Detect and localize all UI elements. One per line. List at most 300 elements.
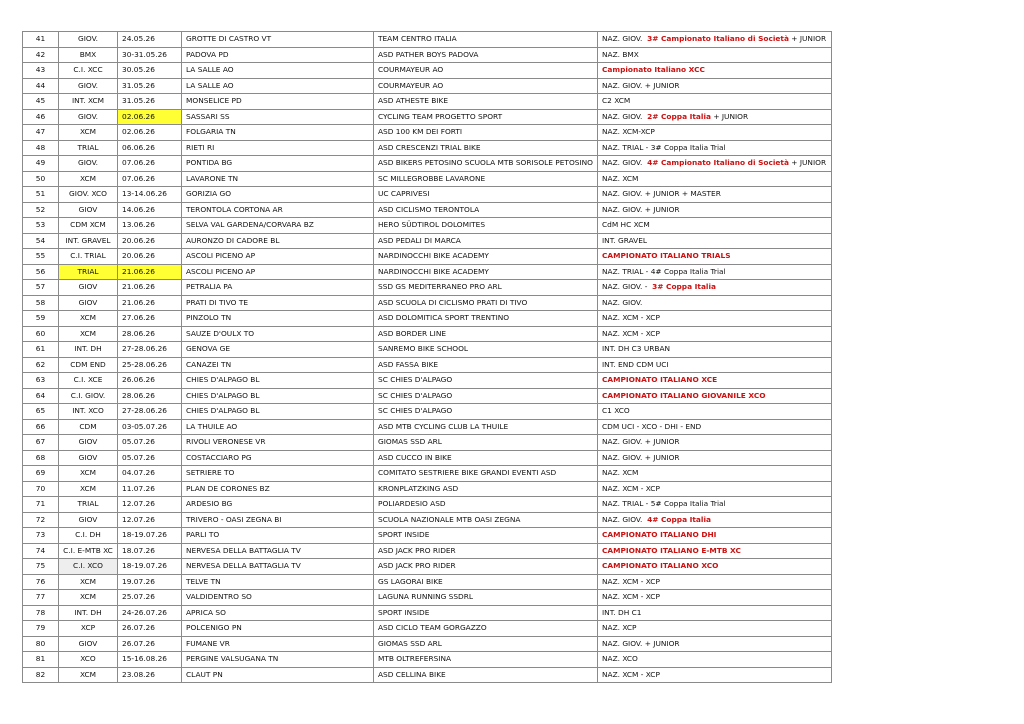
- event-type-text: NAZ. GIOV. + JUNIOR: [601, 638, 680, 648]
- event-type-text: CDM UCI - XCO - DHI - END: [601, 421, 702, 431]
- championship-highlight: CAMPIONATO ITALIANO DHI: [601, 530, 717, 540]
- row-number: 46: [23, 109, 59, 125]
- table-row: [23, 357, 832, 373]
- category-cell: XCM: [59, 125, 118, 141]
- event-type-text: NAZ. GIOV. + JUNIOR: [601, 437, 680, 447]
- row-number: 49: [23, 156, 59, 172]
- place-cell: TRIVERO - OASI ZEGNA BI: [182, 512, 374, 528]
- table-row: [23, 605, 832, 621]
- date-cell: 28.06.26: [118, 326, 182, 342]
- event-type-cell: [597, 497, 831, 513]
- event-type-cell: [597, 621, 831, 637]
- row-number: 67: [23, 435, 59, 451]
- event-type-cell: [597, 264, 831, 280]
- place-cell: CHIES D'ALPAGO BL: [182, 388, 374, 404]
- table-row: [23, 171, 832, 187]
- organizer-cell: KRONPLATZKING ASD: [374, 481, 598, 497]
- organizer-cell: GIOMAS SSD ARL: [374, 435, 598, 451]
- organizer-cell: SPORT INSIDE: [374, 605, 598, 621]
- event-type-text: NAZ. GIOV.: [601, 297, 643, 307]
- table-row: [23, 652, 832, 668]
- table-row: [23, 233, 832, 249]
- table-row: [23, 125, 832, 141]
- category-cell: C.I. XCC: [59, 63, 118, 79]
- date-cell: 25.07.26: [118, 590, 182, 606]
- event-type-text: NAZ. XCM: [601, 173, 639, 183]
- category-cell: GIOV: [59, 435, 118, 451]
- event-type-cell: [597, 667, 831, 683]
- date-cell: 15-16.08.26: [118, 652, 182, 668]
- date-cell: 18.07.26: [118, 543, 182, 559]
- place-cell: GORIZIA GO: [182, 187, 374, 203]
- organizer-cell: SC CHIES D'ALPAGO: [374, 404, 598, 420]
- event-type-text: NAZ. GIOV.: [601, 158, 643, 168]
- date-cell: 12.07.26: [118, 512, 182, 528]
- event-type-text: NAZ. GIOV.: [601, 111, 643, 121]
- organizer-cell: POLIARDESIO ASD: [374, 497, 598, 513]
- table-row: [23, 295, 832, 311]
- table-row: [23, 636, 832, 652]
- date-cell: 23.08.26: [118, 667, 182, 683]
- event-type-text: C1 XCO: [601, 406, 630, 416]
- place-cell: VALDIDENTRO SO: [182, 590, 374, 606]
- row-number: 50: [23, 171, 59, 187]
- row-number: 79: [23, 621, 59, 637]
- category-cell: TRIAL: [59, 497, 118, 513]
- event-type-text: INT. DH C1: [601, 607, 642, 617]
- organizer-cell: ASD DOLOMITICA SPORT TRENTINO: [374, 311, 598, 327]
- event-type-cell: [597, 342, 831, 358]
- organizer-cell: COURMAYEUR AO: [374, 78, 598, 94]
- event-type-suffix: + JUNIOR: [710, 111, 749, 121]
- event-type-cell: [597, 47, 831, 63]
- event-type-suffix: + JUNIOR: [788, 158, 827, 168]
- place-cell: SASSARI SS: [182, 109, 374, 125]
- championship-highlight: CAMPIONATO ITALIANO E-MTB XC: [601, 545, 741, 555]
- place-cell: APRICA SO: [182, 605, 374, 621]
- table-row: [23, 419, 832, 435]
- row-number: 70: [23, 481, 59, 497]
- table-row: [23, 373, 832, 389]
- event-type-text: NAZ. GIOV.: [601, 514, 643, 524]
- row-number: 63: [23, 373, 59, 389]
- row-number: 78: [23, 605, 59, 621]
- table-row: [23, 574, 832, 590]
- championship-highlight: 2# Coppa Italia: [647, 111, 711, 121]
- organizer-cell: ASD CICLISMO TERONTOLA: [374, 202, 598, 218]
- category-cell: XCM: [59, 590, 118, 606]
- category-cell: INT. XCM: [59, 94, 118, 110]
- event-type-cell: [597, 373, 831, 389]
- table-row: [23, 218, 832, 234]
- place-cell: ARDESIO BG: [182, 497, 374, 513]
- table-row: [23, 264, 832, 280]
- date-cell: 18-19.07.26: [118, 528, 182, 544]
- event-type-cell: [597, 481, 831, 497]
- place-cell: PRATI DI TIVO TE: [182, 295, 374, 311]
- place-cell: SAUZE D'OULX TO: [182, 326, 374, 342]
- category-cell: XCM: [59, 326, 118, 342]
- category-cell: GIOV: [59, 512, 118, 528]
- date-cell: 03-05.07.26: [118, 419, 182, 435]
- date-cell: 18-19.07.26: [118, 559, 182, 575]
- category-cell: GIOV.: [59, 78, 118, 94]
- date-cell: 31.05.26: [118, 78, 182, 94]
- date-cell: 24-26.07.26: [118, 605, 182, 621]
- category-cell: GIOV: [59, 450, 118, 466]
- row-number: 42: [23, 47, 59, 63]
- date-cell: 12.07.26: [118, 497, 182, 513]
- category-cell: XCM: [59, 171, 118, 187]
- table-row: [23, 590, 832, 606]
- date-cell: 21.06.26: [118, 295, 182, 311]
- category-cell: C.I. DH: [59, 528, 118, 544]
- date-cell: 02.06.26: [118, 125, 182, 141]
- row-number: 54: [23, 233, 59, 249]
- event-type-text: NAZ. XCM - XCP: [601, 669, 660, 679]
- organizer-cell: ASD PATHER BOYS PADOVA: [374, 47, 598, 63]
- date-cell: 30-31.05.26: [118, 47, 182, 63]
- date-cell: 02.06.26: [118, 109, 182, 125]
- place-cell: ASCOLI PICENO AP: [182, 264, 374, 280]
- category-cell: CDM END: [59, 357, 118, 373]
- calendar-table: [22, 31, 832, 683]
- row-number: 80: [23, 636, 59, 652]
- category-cell: C.I. TRIAL: [59, 249, 118, 265]
- event-type-text: NAZ. XCM - XCP: [601, 313, 660, 323]
- organizer-cell: GIOMAS SSD ARL: [374, 636, 598, 652]
- organizer-cell: ASD CUCCO IN BIKE: [374, 450, 598, 466]
- date-cell: 21.06.26: [118, 264, 182, 280]
- event-type-text: NAZ. GIOV.: [601, 34, 643, 44]
- date-cell: 27-28.06.26: [118, 404, 182, 420]
- event-type-cell: [597, 528, 831, 544]
- championship-highlight: 4# Campionato Italiano di Società: [647, 158, 789, 168]
- date-cell: 05.07.26: [118, 435, 182, 451]
- table-row: [23, 528, 832, 544]
- place-cell: PADOVA PD: [182, 47, 374, 63]
- event-type-text: NAZ. GIOV. + JUNIOR: [601, 452, 680, 462]
- organizer-cell: ASD JACK PRO RIDER: [374, 559, 598, 575]
- date-cell: 11.07.26: [118, 481, 182, 497]
- championship-highlight: 3# Campionato Italiano di Società: [647, 34, 789, 44]
- table-row: [23, 78, 832, 94]
- event-type-cell: [597, 218, 831, 234]
- event-type-suffix: + JUNIOR: [788, 34, 827, 44]
- table-row: [23, 202, 832, 218]
- category-cell: CDM: [59, 419, 118, 435]
- date-cell: 20.06.26: [118, 249, 182, 265]
- place-cell: PONTIDA BG: [182, 156, 374, 172]
- place-cell: CLAUT PN: [182, 667, 374, 683]
- row-number: 57: [23, 280, 59, 296]
- event-type-cell: [597, 574, 831, 590]
- row-number: 53: [23, 218, 59, 234]
- date-cell: 31.05.26: [118, 94, 182, 110]
- row-number: 60: [23, 326, 59, 342]
- event-type-text: NAZ. GIOV. + JUNIOR: [601, 80, 680, 90]
- table-row: [23, 63, 832, 79]
- event-type-cell: [597, 652, 831, 668]
- event-type-cell: [597, 326, 831, 342]
- row-number: 82: [23, 667, 59, 683]
- table-row: [23, 109, 832, 125]
- organizer-cell: COMITATO SESTRIERE BIKE GRANDI EVENTI ASD: [374, 466, 598, 482]
- place-cell: LA SALLE AO: [182, 78, 374, 94]
- date-cell: 26.06.26: [118, 373, 182, 389]
- table-row: [23, 481, 832, 497]
- event-type-text: NAZ. XCM - XCP: [601, 483, 660, 493]
- place-cell: LA SALLE AO: [182, 63, 374, 79]
- table-row: [23, 94, 832, 110]
- table-row: [23, 311, 832, 327]
- category-cell: C.I. GIOV.: [59, 388, 118, 404]
- event-type-cell: [597, 125, 831, 141]
- place-cell: MONSELICE PD: [182, 94, 374, 110]
- championship-highlight: 3# Coppa Italia: [652, 282, 716, 292]
- place-cell: ASCOLI PICENO AP: [182, 249, 374, 265]
- place-cell: LAVARONE TN: [182, 171, 374, 187]
- row-number: 45: [23, 94, 59, 110]
- row-number: 62: [23, 357, 59, 373]
- place-cell: PLAN DE CORONES BZ: [182, 481, 374, 497]
- row-number: 64: [23, 388, 59, 404]
- place-cell: FUMANE VR: [182, 636, 374, 652]
- row-number: 73: [23, 528, 59, 544]
- category-cell: CDM XCM: [59, 218, 118, 234]
- table-row: [23, 621, 832, 637]
- date-cell: 28.06.26: [118, 388, 182, 404]
- category-cell: BMX: [59, 47, 118, 63]
- row-number: 56: [23, 264, 59, 280]
- championship-highlight: CAMPIONATO ITALIANO XCE: [601, 375, 718, 385]
- event-type-cell: [597, 404, 831, 420]
- date-cell: 26.07.26: [118, 636, 182, 652]
- organizer-cell: ASD CELLINA BIKE: [374, 667, 598, 683]
- date-cell: 20.06.26: [118, 233, 182, 249]
- category-cell: GIOV.: [59, 109, 118, 125]
- date-cell: 30.05.26: [118, 63, 182, 79]
- category-cell: GIOV: [59, 295, 118, 311]
- category-cell: INT. GRAVEL: [59, 233, 118, 249]
- event-type-text: INT. DH C3 URBAN: [601, 344, 671, 354]
- event-type-cell: [597, 590, 831, 606]
- category-cell: XCM: [59, 574, 118, 590]
- event-type-cell: [597, 94, 831, 110]
- place-cell: TELVE TN: [182, 574, 374, 590]
- organizer-cell: ASD MTB CYCLING CLUB LA THUILE: [374, 419, 598, 435]
- category-cell: C.I. XCE: [59, 373, 118, 389]
- place-cell: CHIES D'ALPAGO BL: [182, 404, 374, 420]
- category-cell: TRIAL: [59, 264, 118, 280]
- row-number: 47: [23, 125, 59, 141]
- place-cell: PARLI TO: [182, 528, 374, 544]
- organizer-cell: SC CHIES D'ALPAGO: [374, 388, 598, 404]
- organizer-cell: ASD SCUOLA DI CICLISMO PRATI DI TIVO: [374, 295, 598, 311]
- category-cell: GIOV.: [59, 32, 118, 48]
- championship-highlight: 4# Coppa Italia: [647, 514, 711, 524]
- place-cell: RIVOLI VERONESE VR: [182, 435, 374, 451]
- row-number: 55: [23, 249, 59, 265]
- place-cell: GENOVA GE: [182, 342, 374, 358]
- organizer-cell: SPORT INSIDE: [374, 528, 598, 544]
- table-row: [23, 156, 832, 172]
- date-cell: 14.06.26: [118, 202, 182, 218]
- category-cell: C.I. XCO: [59, 559, 118, 575]
- event-type-text: NAZ. GIOV. + JUNIOR: [601, 204, 680, 214]
- organizer-cell: ASD 100 KM DEI FORTI: [374, 125, 598, 141]
- event-type-text: NAZ. GIOV. + JUNIOR + MASTER: [601, 189, 721, 199]
- row-number: 59: [23, 311, 59, 327]
- event-type-text: C2 XCM: [601, 96, 631, 106]
- table-row: [23, 543, 832, 559]
- category-cell: XCP: [59, 621, 118, 637]
- organizer-cell: ASD BORDER LINE: [374, 326, 598, 342]
- event-type-cell: [597, 78, 831, 94]
- table-row: [23, 466, 832, 482]
- date-cell: 27-28.06.26: [118, 342, 182, 358]
- event-type-text: NAZ. XCM - XCP: [601, 592, 660, 602]
- organizer-cell: ASD CRESCENZI TRIAL BIKE: [374, 140, 598, 156]
- place-cell: CANAZEI TN: [182, 357, 374, 373]
- event-type-text: NAZ. TRIAL - 3# Coppa Italia Trial: [601, 142, 726, 152]
- date-cell: 07.06.26: [118, 171, 182, 187]
- category-cell: GIOV.: [59, 156, 118, 172]
- table-row: [23, 326, 832, 342]
- event-type-cell: [597, 171, 831, 187]
- table-row: [23, 140, 832, 156]
- place-cell: PERGINE VALSUGANA TN: [182, 652, 374, 668]
- organizer-cell: COURMAYEUR AO: [374, 63, 598, 79]
- row-number: 51: [23, 187, 59, 203]
- category-cell: TRIAL: [59, 140, 118, 156]
- organizer-cell: SC CHIES D'ALPAGO: [374, 373, 598, 389]
- table-row: [23, 667, 832, 683]
- date-cell: 19.07.26: [118, 574, 182, 590]
- date-cell: 13-14.06.26: [118, 187, 182, 203]
- place-cell: LA THUILE AO: [182, 419, 374, 435]
- date-cell: 21.06.26: [118, 280, 182, 296]
- event-type-cell: [597, 233, 831, 249]
- row-number: 52: [23, 202, 59, 218]
- date-cell: 07.06.26: [118, 156, 182, 172]
- table-row: [23, 450, 832, 466]
- organizer-cell: SCUOLA NAZIONALE MTB OASI ZEGNA: [374, 512, 598, 528]
- event-type-text: NAZ. XCM: [601, 468, 639, 478]
- organizer-cell: NARDINOCCHI BIKE ACADEMY: [374, 264, 598, 280]
- event-type-cell: [597, 32, 831, 48]
- event-type-cell: [597, 63, 831, 79]
- event-type-cell: [597, 187, 831, 203]
- place-cell: SETRIERE TO: [182, 466, 374, 482]
- event-type-text: NAZ. BMX: [601, 49, 639, 59]
- table-row: [23, 280, 832, 296]
- row-number: 77: [23, 590, 59, 606]
- event-type-cell: [597, 357, 831, 373]
- organizer-cell: ASD BIKERS PETOSINO SCUOLA MTB SORISOLE PETOSINO: [374, 156, 598, 172]
- table-row: [23, 187, 832, 203]
- organizer-cell: CYCLING TEAM PROGETTO SPORT: [374, 109, 598, 125]
- row-number: 68: [23, 450, 59, 466]
- category-cell: XCM: [59, 311, 118, 327]
- row-number: 81: [23, 652, 59, 668]
- organizer-cell: GS LAGORAI BIKE: [374, 574, 598, 590]
- date-cell: 04.07.26: [118, 466, 182, 482]
- category-cell: INT. DH: [59, 342, 118, 358]
- place-cell: PINZOLO TN: [182, 311, 374, 327]
- row-number: 43: [23, 63, 59, 79]
- event-type-text: NAZ. XCM-XCP: [601, 127, 655, 137]
- category-cell: XCM: [59, 481, 118, 497]
- event-type-cell: [597, 109, 831, 125]
- table-row: [23, 32, 832, 48]
- championship-highlight: CAMPIONATO ITALIANO XCO: [601, 561, 719, 571]
- place-cell: RIETI RI: [182, 140, 374, 156]
- row-number: 71: [23, 497, 59, 513]
- place-cell: POLCENIGO PN: [182, 621, 374, 637]
- table-row: [23, 404, 832, 420]
- calendar-rows: [23, 32, 832, 683]
- date-cell: 05.07.26: [118, 450, 182, 466]
- event-type-cell: [597, 512, 831, 528]
- category-cell: GIOV: [59, 202, 118, 218]
- table-row: [23, 435, 832, 451]
- event-type-cell: [597, 156, 831, 172]
- category-cell: GIOV: [59, 280, 118, 296]
- organizer-cell: TEAM CENTRO ITALIA: [374, 32, 598, 48]
- date-cell: 24.05.26: [118, 32, 182, 48]
- championship-highlight: Campionato Italiano XCC: [601, 65, 705, 75]
- event-type-cell: [597, 605, 831, 621]
- row-number: 76: [23, 574, 59, 590]
- event-type-text: NAZ. TRIAL - 4# Coppa Italia Trial: [601, 266, 726, 276]
- category-cell: GIOV. XCO: [59, 187, 118, 203]
- event-type-text: CdM HC XCM: [601, 220, 650, 230]
- event-type-cell: [597, 419, 831, 435]
- category-cell: INT. DH: [59, 605, 118, 621]
- place-cell: GROTTE DI CASTRO VT: [182, 32, 374, 48]
- row-number: 61: [23, 342, 59, 358]
- row-number: 66: [23, 419, 59, 435]
- row-number: 74: [23, 543, 59, 559]
- row-number: 75: [23, 559, 59, 575]
- table-row: [23, 342, 832, 358]
- date-cell: 13.06.26: [118, 218, 182, 234]
- place-cell: NERVESA DELLA BATTAGLIA TV: [182, 559, 374, 575]
- row-number: 65: [23, 404, 59, 420]
- row-number: 41: [23, 32, 59, 48]
- event-type-cell: [597, 311, 831, 327]
- event-type-text: NAZ. XCM - XCP: [601, 328, 660, 338]
- organizer-cell: SSD GS MEDITERRANEO PRO ARL: [374, 280, 598, 296]
- place-cell: TERONTOLA CORTONA AR: [182, 202, 374, 218]
- organizer-cell: UC CAPRIVESI: [374, 187, 598, 203]
- event-type-cell: [597, 435, 831, 451]
- event-type-cell: [597, 280, 831, 296]
- event-type-cell: [597, 249, 831, 265]
- organizer-cell: NARDINOCCHI BIKE ACADEMY: [374, 249, 598, 265]
- organizer-cell: ASD FASSA BIKE: [374, 357, 598, 373]
- row-number: 58: [23, 295, 59, 311]
- event-type-text: NAZ. XCP: [601, 623, 637, 633]
- event-type-text: INT. END CDM UCI: [601, 359, 669, 369]
- row-number: 69: [23, 466, 59, 482]
- organizer-cell: HERO SÜDTIROL DOLOMITES: [374, 218, 598, 234]
- place-cell: AURONZO DI CADORE BL: [182, 233, 374, 249]
- place-cell: CHIES D'ALPAGO BL: [182, 373, 374, 389]
- category-cell: GIOV: [59, 636, 118, 652]
- event-type-cell: [597, 543, 831, 559]
